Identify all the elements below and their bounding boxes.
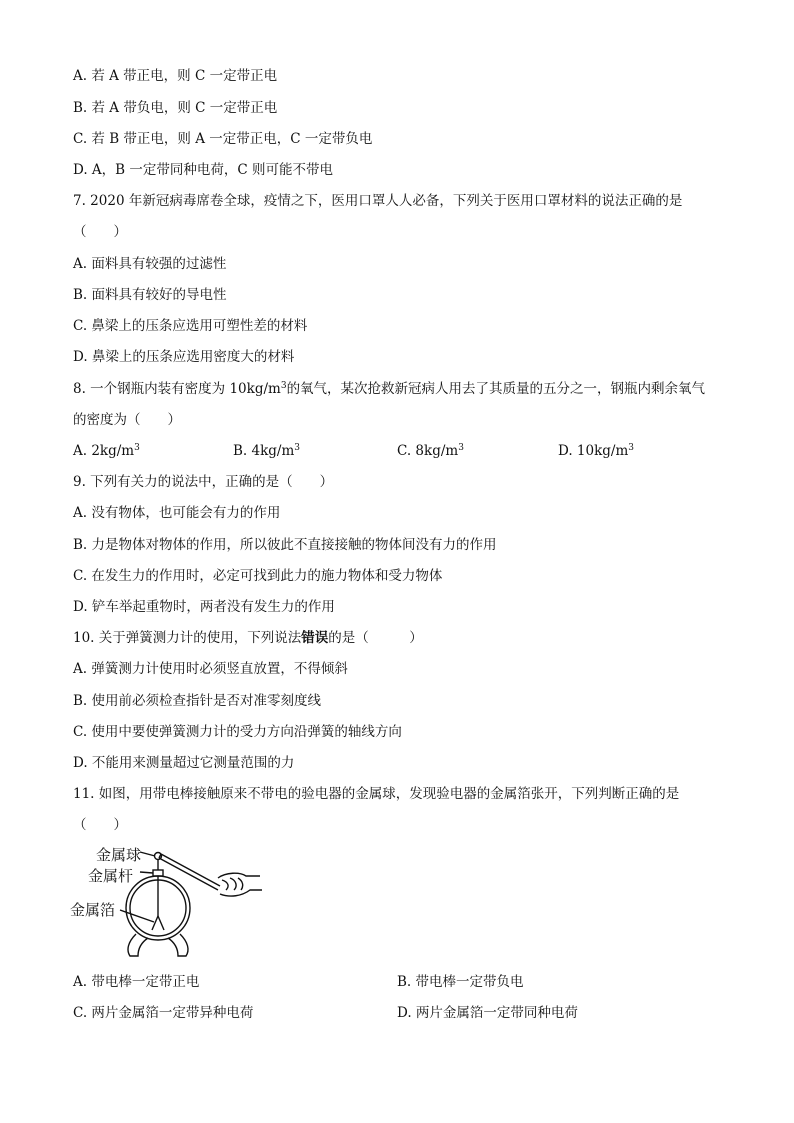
q7-option-c: C. 鼻梁上的压条应选用可塑性差的材料 [73,318,308,334]
q7-option-b: B. 面料具有较好的导电性 [73,287,227,303]
q10-stem-bold: 错误 [301,630,329,646]
q9-option-d: D. 铲车举起重物时，两者没有发生力的作用 [73,599,335,615]
q10-option-a: A. 弹簧测力计使用时必须竖直放置，不得倾斜 [73,661,348,677]
q10-stem-post: 的是（ ） [328,630,423,646]
q6-option-c: C. 若 B 带正电，则 A 一定带正电，C 一定带负电 [73,131,373,147]
q9-option-a: A. 没有物体，也可能会有力的作用 [73,505,281,521]
q8-option-c [397,442,464,460]
q11-option-d: D. 两片金属箔一定带同种电荷 [397,1005,578,1021]
q7-stem: 7. 2020 年新冠病毒席卷全球，疫情之下，医用口罩人人必备，下列关于医用口罩材料的说法正确的是 [73,193,683,209]
q8-option-d-sup: 3 [628,443,635,453]
q11-option-a: A. 带电棒一定带正电 [73,974,200,990]
q8-stem-sup: 3 [280,381,287,391]
q10-option-d: D. 不能用来测量超过它测量范围的力 [73,755,295,771]
q8-option-a [73,442,140,460]
q10-stem-pre: 10. 关于弹簧测力计的使用，下列说法 [73,630,302,646]
q6-option-b: B. 若 A 带负电，则 C 一定带正电 [73,100,278,116]
q8-option-d [558,442,634,460]
q8-option-b-sup: 3 [294,443,300,453]
q11-option-b: B. 带电棒一定带负电 [397,974,524,990]
q7-paren: （ ） [73,224,127,240]
label-metal-foil: 金属箔 [70,901,116,919]
q8-stem [73,380,705,398]
q9-option-b: B. 力是物体对物体的作用，所以彼此不直接接触的物体间没有力的作用 [73,537,497,553]
q8-stem-pre: 8. 一个钢瓶内装有密度为 10kg/m [73,381,281,397]
q6-option-d: D. A，B 一定带同种电荷，C 则可能不带电 [73,162,334,178]
electroscope-figure [70,842,265,960]
q8-option-a-sup: 3 [134,443,140,453]
q6-option-a: A. 若 A 带正电，则 C 一定带正电 [73,68,278,84]
q8-option-b [233,442,300,460]
q8-option-b-text: B. 4kg/m [233,443,295,459]
q10-stem [73,629,423,647]
q11-option-c: C. 两片金属箔一定带异种电荷 [73,1005,254,1021]
q7-option-d: D. 鼻梁上的压条应选用密度大的材料 [73,349,295,365]
q8-stem-line2: 的密度为（ ） [73,412,181,428]
q8-stem-post: 的氧气，某次抢救新冠病人用去了其质量的五分之一，钢瓶内剩余氧气 [286,381,706,397]
label-metal-ball: 金属球 [96,846,142,864]
q9-option-c: C. 在发生力的作用时，必定可找到此力的施力物体和受力物体 [73,568,443,584]
q8-option-d-text: D. 10kg/m [558,443,629,459]
q8-option-c-sup: 3 [458,443,464,453]
q10-option-b: B. 使用前必须检查指针是否对准零刻度线 [73,693,322,709]
q10-option-c: C. 使用中要使弹簧测力计的受力方向沿弹簧的轴线方向 [73,724,402,740]
q8-option-a-text: A. 2kg/m [73,443,135,459]
q8-option-c-text: C. 8kg/m [397,443,459,459]
q9-stem: 9. 下列有关力的说法中，正确的是（ ） [73,474,334,490]
q11-stem: 11. 如图，用带电棒接触原来不带电的验电器的金属球，发现验电器的金属箔张开，下列判断正确的是 [73,786,680,802]
q7-option-a: A. 面料具有较强的过滤性 [73,256,227,272]
q11-paren: （ ） [73,817,127,833]
label-metal-rod: 金属杆 [88,867,134,885]
